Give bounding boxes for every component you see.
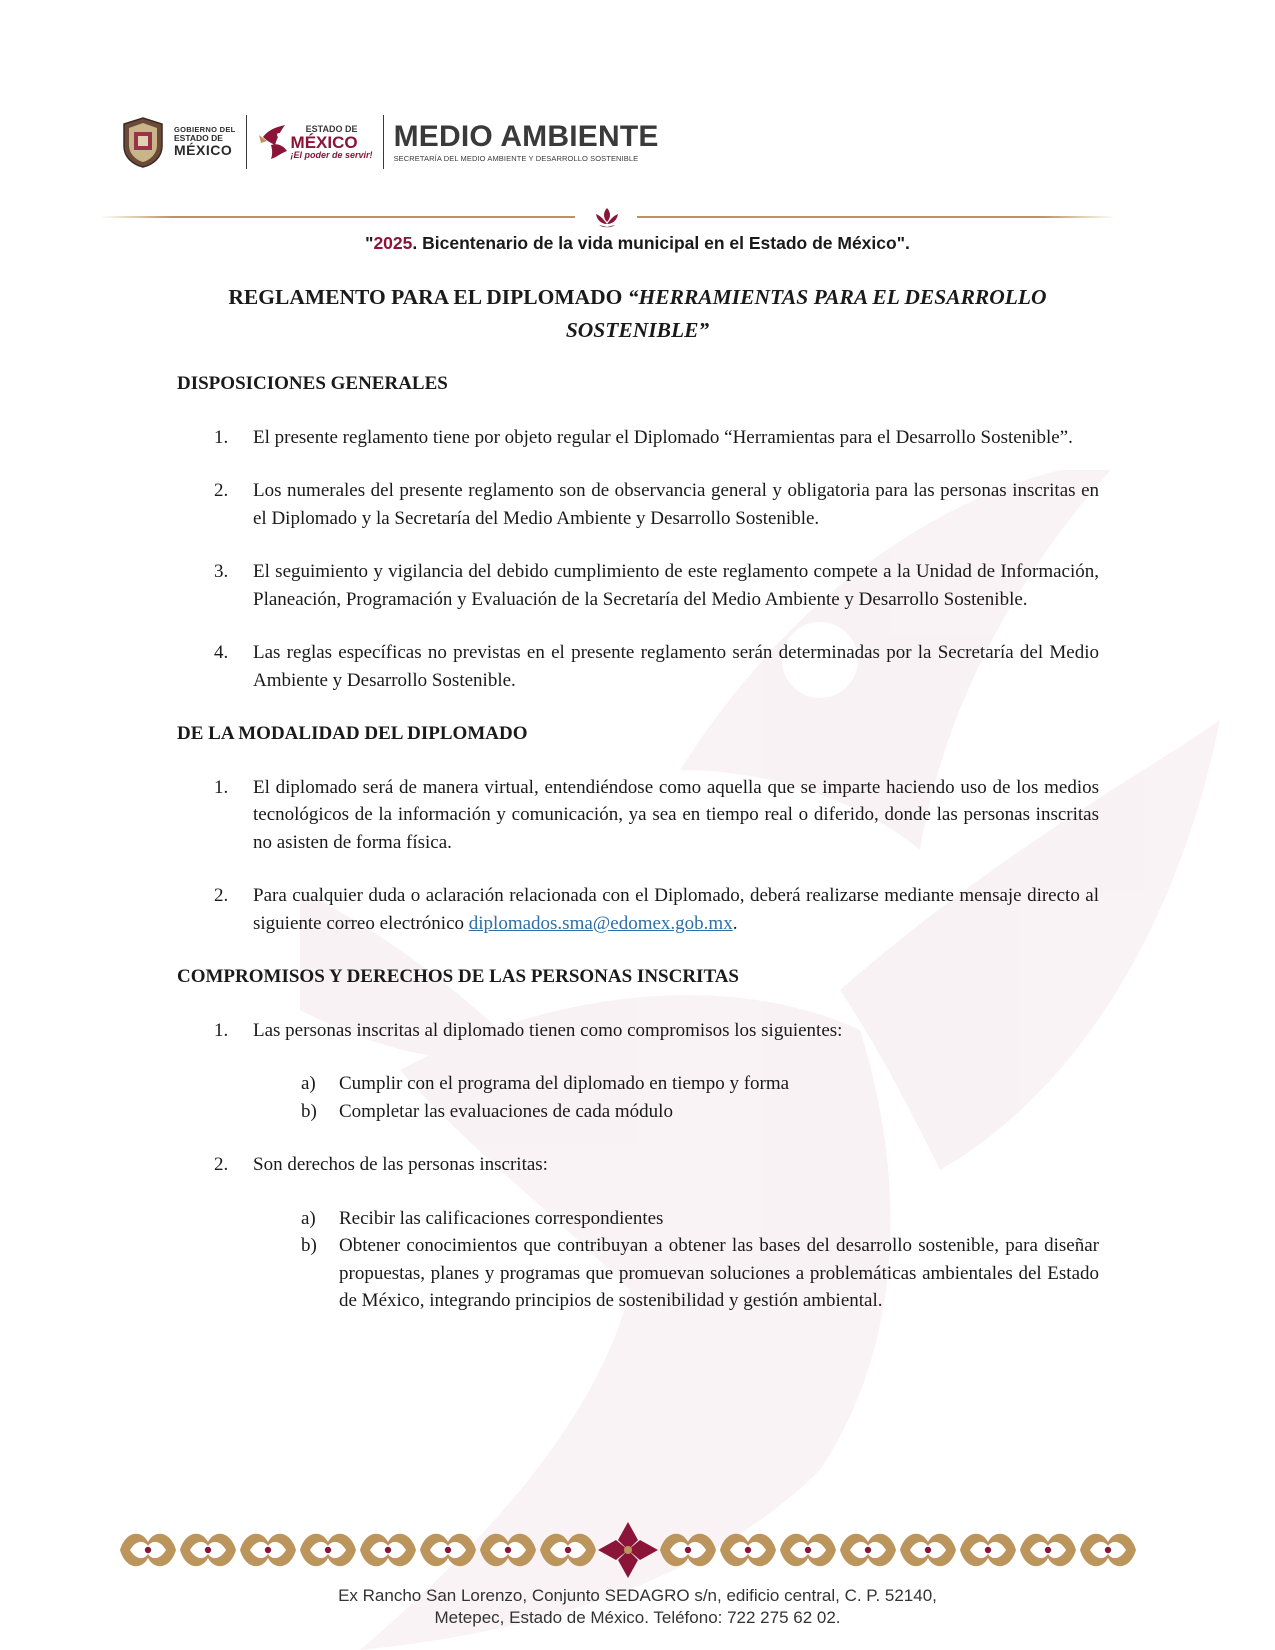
email-link[interactable]: diplomados.sma@edomex.gob.mx [468, 912, 733, 934]
header-rule-left [100, 216, 575, 218]
list-item: 1. El diplomado será de manera virtual, entendiéndose como aquella que se imparte haciendo uso de los medios tecnológicos de la información y comunicación, ya sea en tiempo real o diferido, donde las personas inscritas no asisten de forma física. [214, 776, 1099, 853]
header-rule-right [637, 216, 1115, 218]
list-disposiciones [177, 424, 1099, 695]
list-item: 3. El seguimiento y vigilancia del debido cumplimiento de este reglamento compete a la Unidad de Información, Planeación, Programación y Evaluación de la Secretaría del Medio Ambiente y Desarrollo Sostenible. [214, 561, 1099, 610]
list-modalidad [177, 774, 1099, 938]
decorative-border-pattern [118, 1522, 1158, 1578]
motto-year: 2025 [373, 233, 413, 253]
header-separator [383, 115, 384, 169]
coat-of-arms-icon [120, 116, 166, 168]
sub-item: a) Cumplir con el programa del diplomado en tiempo y forma [301, 1073, 790, 1094]
motto: "2025. Bicentenario de la vida municipal en el Estado de México". [365, 233, 910, 253]
gobierno-label: GOBIERNO DEL ESTADO DE MÉXICO [174, 125, 236, 159]
section-heading-compromisos: COMPROMISOS Y DERECHOS DE LAS PERSONAS INSCRITAS [177, 966, 740, 987]
header-logos [120, 112, 659, 172]
list-item: 1. El presente reglamento tiene por objeto regular el Diplomado “Herramientas para el Desarrollo Sostenible”. [214, 426, 1073, 448]
header-separator [246, 115, 247, 169]
list-item: 2. Los numerales del presente reglamento son de observancia general y obligatoria para las personas inscritas en el Diplomado y la Secretaría del Medio Ambiente y Desarrollo Sostenible. [214, 480, 1099, 529]
list-compromisos [177, 1017, 1099, 1045]
list-item: 2. Son derechos de las personas inscritas: [214, 1154, 548, 1175]
footer-address: Ex Rancho San Lorenzo, Conjunto SEDAGRO s/n, edificio central, C. P. 52140, Metepec, Estado de México. Teléfono: 722 275 62 02. [338, 1586, 937, 1627]
document-title: REGLAMENTO PARA EL DIPLOMADO “HERRAMIENTAS PARA EL DESARROLLO SOSTENIBLE” [228, 285, 1047, 342]
section-heading-disposiciones: DISPOSICIONES GENERALES [177, 373, 448, 394]
list-item: 1. Las personas inscritas al diplomado tienen como compromisos los siguientes: [214, 1019, 843, 1041]
list-item: 2. Para cualquier duda o aclaración relacionada con el Diplomado, deberá realizarse mediante mensaje directo al siguiente correo electrónico diplomados.sma@edomex.gob.mx. [214, 885, 1099, 934]
list-item: 4. Las reglas específicas no previstas en el presente reglamento serán determinadas por la Secretaría del Medio Ambiente y Desarrollo Sostenible. [214, 642, 1099, 691]
estado-de-mexico-logo: ESTADO DE MÉXICO ¡El poder de servir! [257, 123, 373, 161]
sub-item: a) Recibir las calificaciones correspondientes [301, 1207, 664, 1229]
sub-item: b) Completar las evaluaciones de cada módulo [301, 1100, 673, 1122]
list-derechos [177, 1151, 1099, 1179]
lotus-icon [594, 206, 620, 230]
section-heading-modalidad: DE LA MODALIDAD DEL DIPLOMADO [177, 723, 528, 744]
medio-ambiente-logo: MEDIO AMBIENTE SECRETARÍA DEL MEDIO AMBIENTE Y DESARROLLO SOSTENIBLE [393, 119, 659, 163]
document-body [177, 370, 1099, 1315]
sub-item: b) Obtener conocimientos que contribuyan a obtener las bases del desarrollo sostenible, para diseñar propuestas, planes y programas que promuevan soluciones a problemáticas ambientales del Estado de México, integrando principios de sostenibilidad y gestión ambiental. [301, 1235, 1099, 1311]
hummingbird-icon [257, 123, 289, 161]
